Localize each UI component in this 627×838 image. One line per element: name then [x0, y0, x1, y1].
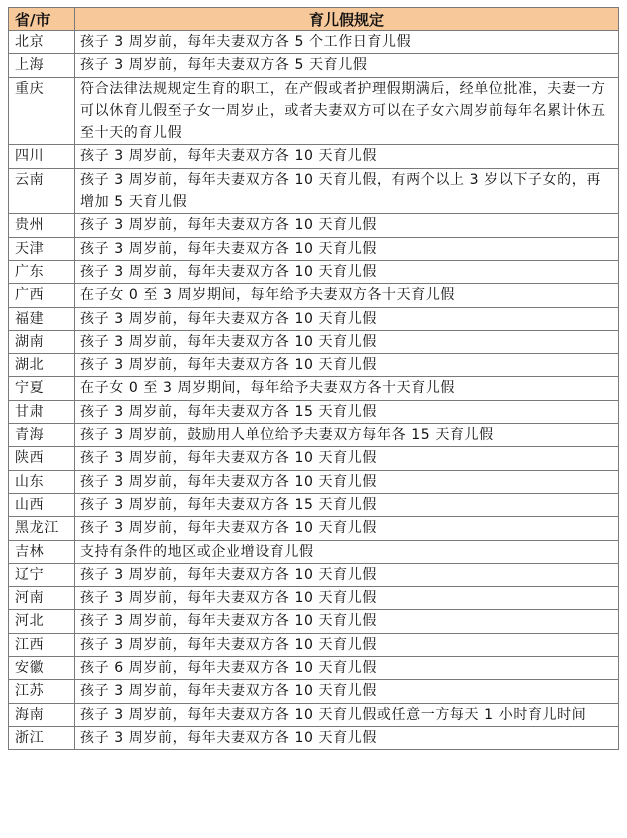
province-cell: 陕西 [9, 447, 75, 470]
policy-cell: 孩子 3 周岁前，每年夫妻双方各 10 天育儿假 [75, 680, 619, 703]
table-row [9, 587, 619, 610]
province-cell: 广东 [9, 260, 75, 283]
parental-leave-table-container [8, 7, 618, 750]
header-province: 省/市 [9, 8, 75, 31]
table-row [9, 168, 619, 214]
table-row [9, 540, 619, 563]
policy-cell: 孩子 3 周岁前，每年夫妻双方各 10 天育儿假 [75, 517, 619, 540]
policy-cell: 孩子 3 周岁前，每年夫妻双方各 5 天育儿假 [75, 54, 619, 77]
table-row [9, 493, 619, 516]
table-row [9, 54, 619, 77]
table-row [9, 703, 619, 726]
policy-cell: 孩子 3 周岁前，每年夫妻双方各 10 天育儿假 [75, 354, 619, 377]
province-cell: 江西 [9, 633, 75, 656]
province-cell: 重庆 [9, 77, 75, 145]
province-cell: 河北 [9, 610, 75, 633]
policy-cell: 孩子 3 周岁前，每年夫妻双方各 10 天育儿假 [75, 610, 619, 633]
parental-leave-table [8, 7, 619, 750]
province-cell: 海南 [9, 703, 75, 726]
policy-cell: 孩子 3 周岁前，每年夫妻双方各 10 天育儿假或任意一方每天 1 小时育儿时间 [75, 703, 619, 726]
table-row [9, 330, 619, 353]
table-row [9, 680, 619, 703]
policy-cell: 孩子 3 周岁前，每年夫妻双方各 10 天育儿假 [75, 726, 619, 749]
province-cell: 甘肃 [9, 400, 75, 423]
policy-cell: 孩子 3 周岁前，每年夫妻双方各 15 天育儿假 [75, 400, 619, 423]
province-cell: 云南 [9, 168, 75, 214]
province-cell: 宁夏 [9, 377, 75, 400]
table-header-row [9, 8, 619, 31]
table-row [9, 307, 619, 330]
table-row [9, 77, 619, 145]
province-cell: 山西 [9, 493, 75, 516]
table-row [9, 214, 619, 237]
province-cell: 湖北 [9, 354, 75, 377]
table-row [9, 657, 619, 680]
province-cell: 安徽 [9, 657, 75, 680]
table-row [9, 424, 619, 447]
policy-cell: 孩子 3 周岁前，鼓励用人单位给予夫妻双方每年各 15 天育儿假 [75, 424, 619, 447]
policy-cell: 孩子 6 周岁前，每年夫妻双方各 10 天育儿假 [75, 657, 619, 680]
province-cell: 青海 [9, 424, 75, 447]
province-cell: 天津 [9, 237, 75, 260]
policy-cell: 孩子 3 周岁前，每年夫妻双方各 10 天育儿假 [75, 563, 619, 586]
province-cell: 福建 [9, 307, 75, 330]
province-cell: 河南 [9, 587, 75, 610]
table-row [9, 470, 619, 493]
table-row [9, 517, 619, 540]
province-cell: 黑龙江 [9, 517, 75, 540]
table-row [9, 237, 619, 260]
policy-cell: 在子女 0 至 3 周岁期间，每年给予夫妻双方各十天育儿假 [75, 284, 619, 307]
table-row [9, 400, 619, 423]
policy-cell: 孩子 3 周岁前，每年夫妻双方各 10 天育儿假 [75, 260, 619, 283]
province-cell: 江苏 [9, 680, 75, 703]
table-row [9, 377, 619, 400]
policy-cell: 孩子 3 周岁前，每年夫妻双方各 10 天育儿假 [75, 214, 619, 237]
policy-cell: 孩子 3 周岁前，每年夫妻双方各 15 天育儿假 [75, 493, 619, 516]
policy-cell: 孩子 3 周岁前，每年夫妻双方各 10 天育儿假 [75, 447, 619, 470]
table-row [9, 633, 619, 656]
policy-cell: 孩子 3 周岁前，每年夫妻双方各 10 天育儿假 [75, 587, 619, 610]
table-row [9, 447, 619, 470]
province-cell: 上海 [9, 54, 75, 77]
province-cell: 吉林 [9, 540, 75, 563]
table-row [9, 726, 619, 749]
table-row [9, 31, 619, 54]
province-cell: 山东 [9, 470, 75, 493]
province-cell: 湖南 [9, 330, 75, 353]
policy-cell: 孩子 3 周岁前，每年夫妻双方各 10 天育儿假 [75, 145, 619, 168]
province-cell: 浙江 [9, 726, 75, 749]
table-row [9, 563, 619, 586]
province-cell: 北京 [9, 31, 75, 54]
province-cell: 辽宁 [9, 563, 75, 586]
policy-cell: 孩子 3 周岁前，每年夫妻双方各 10 天育儿假 [75, 633, 619, 656]
table-row [9, 260, 619, 283]
policy-cell: 在子女 0 至 3 周岁期间，每年给予夫妻双方各十天育儿假 [75, 377, 619, 400]
table-body [9, 31, 619, 750]
table-row [9, 610, 619, 633]
policy-cell: 孩子 3 周岁前，每年夫妻双方各 10 天育儿假 [75, 307, 619, 330]
province-cell: 广西 [9, 284, 75, 307]
header-policy: 育儿假规定 [75, 8, 619, 31]
policy-cell: 符合法律法规规定生育的职工，在产假或者护理假期满后，经单位批准，夫妻一方可以休育儿假至子女一周岁止，或者夫妻双方可以在子女六周岁前每年名累计休五至十天的育儿假 [75, 77, 619, 145]
province-cell: 四川 [9, 145, 75, 168]
policy-cell: 孩子 3 周岁前，每年夫妻双方各 10 天育儿假，有两个以上 3 岁以下子女的，再增加 5 天育儿假 [75, 168, 619, 214]
policy-cell: 孩子 3 周岁前，每年夫妻双方各 10 天育儿假 [75, 330, 619, 353]
table-row [9, 354, 619, 377]
province-cell: 贵州 [9, 214, 75, 237]
policy-cell: 孩子 3 周岁前，每年夫妻双方各 5 个工作日育儿假 [75, 31, 619, 54]
policy-cell: 支持有条件的地区或企业增设育儿假 [75, 540, 619, 563]
policy-cell: 孩子 3 周岁前，每年夫妻双方各 10 天育儿假 [75, 237, 619, 260]
table-row [9, 284, 619, 307]
table-row [9, 145, 619, 168]
policy-cell: 孩子 3 周岁前，每年夫妻双方各 10 天育儿假 [75, 470, 619, 493]
